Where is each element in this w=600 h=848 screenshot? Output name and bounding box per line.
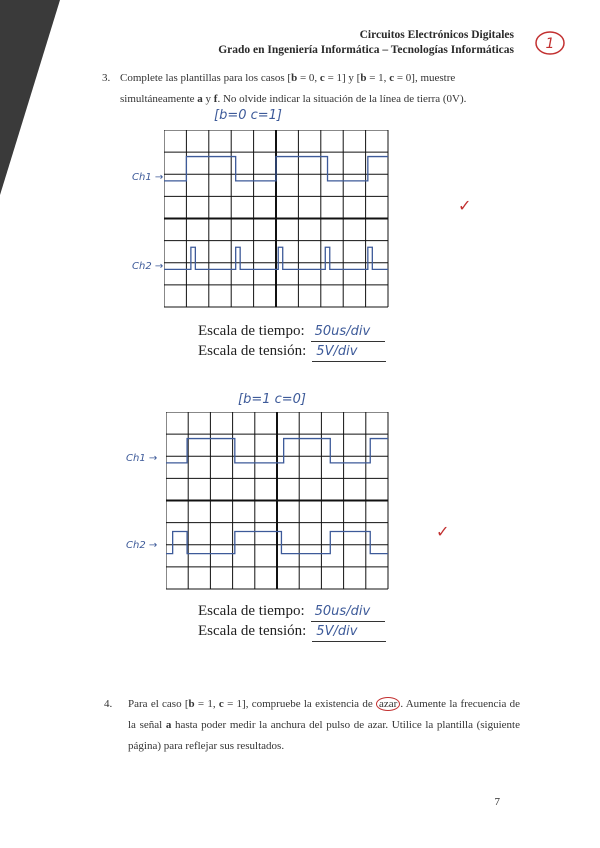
scan-shadow — [0, 0, 60, 200]
scope1-voltage-scale: Escala de tensión: 5V/div — [198, 342, 386, 362]
scope1-ch1-label: Ch1 → — [132, 172, 164, 183]
scope2-grid — [166, 412, 389, 590]
question-4 — [104, 694, 520, 757]
scope1-check-mark: ✓ — [458, 196, 472, 215]
document-header — [218, 28, 514, 58]
ch1-trace — [164, 157, 388, 181]
course-title: Circuitos Electrónicos Digitales — [359, 29, 514, 41]
question-3-text: Complete las plantillas para los casos [b = 0, c = 1] y [b = 1, c = 0], muestre simultáneamente a y f. No olvide indicar la situación de la línea de tierra (0V). — [120, 72, 467, 105]
page-mark-number: 1 — [545, 36, 555, 52]
question-3-number: 3. — [102, 72, 111, 84]
question-3 — [104, 68, 524, 110]
question-4-text: Para el caso [b = 1, c = 1], compruebe la existencia de azar . Aumente la frecuencia de la señal a hasta poder medir la anchura del pulso de azar. Utilice la plantilla (siguiente página) para reflejar sus resultados. — [128, 698, 520, 752]
scope1-case-label: [b=0 c=1] — [214, 108, 283, 123]
scope2-voltage-scale: Escala de tensión: 5V/div — [198, 622, 386, 642]
scope2-time-scale: Escala de tiempo: 50us/div — [198, 602, 385, 622]
scope1-ch2-label: Ch2 → — [132, 261, 164, 272]
scope1-grid — [164, 130, 389, 308]
scope2-case-label: [b=1 c=0] — [238, 392, 307, 407]
scope2-ch1-label: Ch1 → — [126, 453, 158, 464]
azar-circled-word: azar — [376, 697, 400, 711]
page-mark — [530, 30, 570, 60]
scope2-check-mark: ✓ — [436, 522, 450, 541]
degree-title: Grado en Ingeniería Informática – Tecnologías Informáticas — [218, 44, 514, 56]
page-number: 7 — [494, 796, 500, 808]
scope2-ch2-label: Ch2 → — [126, 540, 158, 551]
question-4-number: 4. — [104, 698, 113, 710]
scope1-time-scale: Escala de tiempo: 50us/div — [198, 322, 385, 342]
